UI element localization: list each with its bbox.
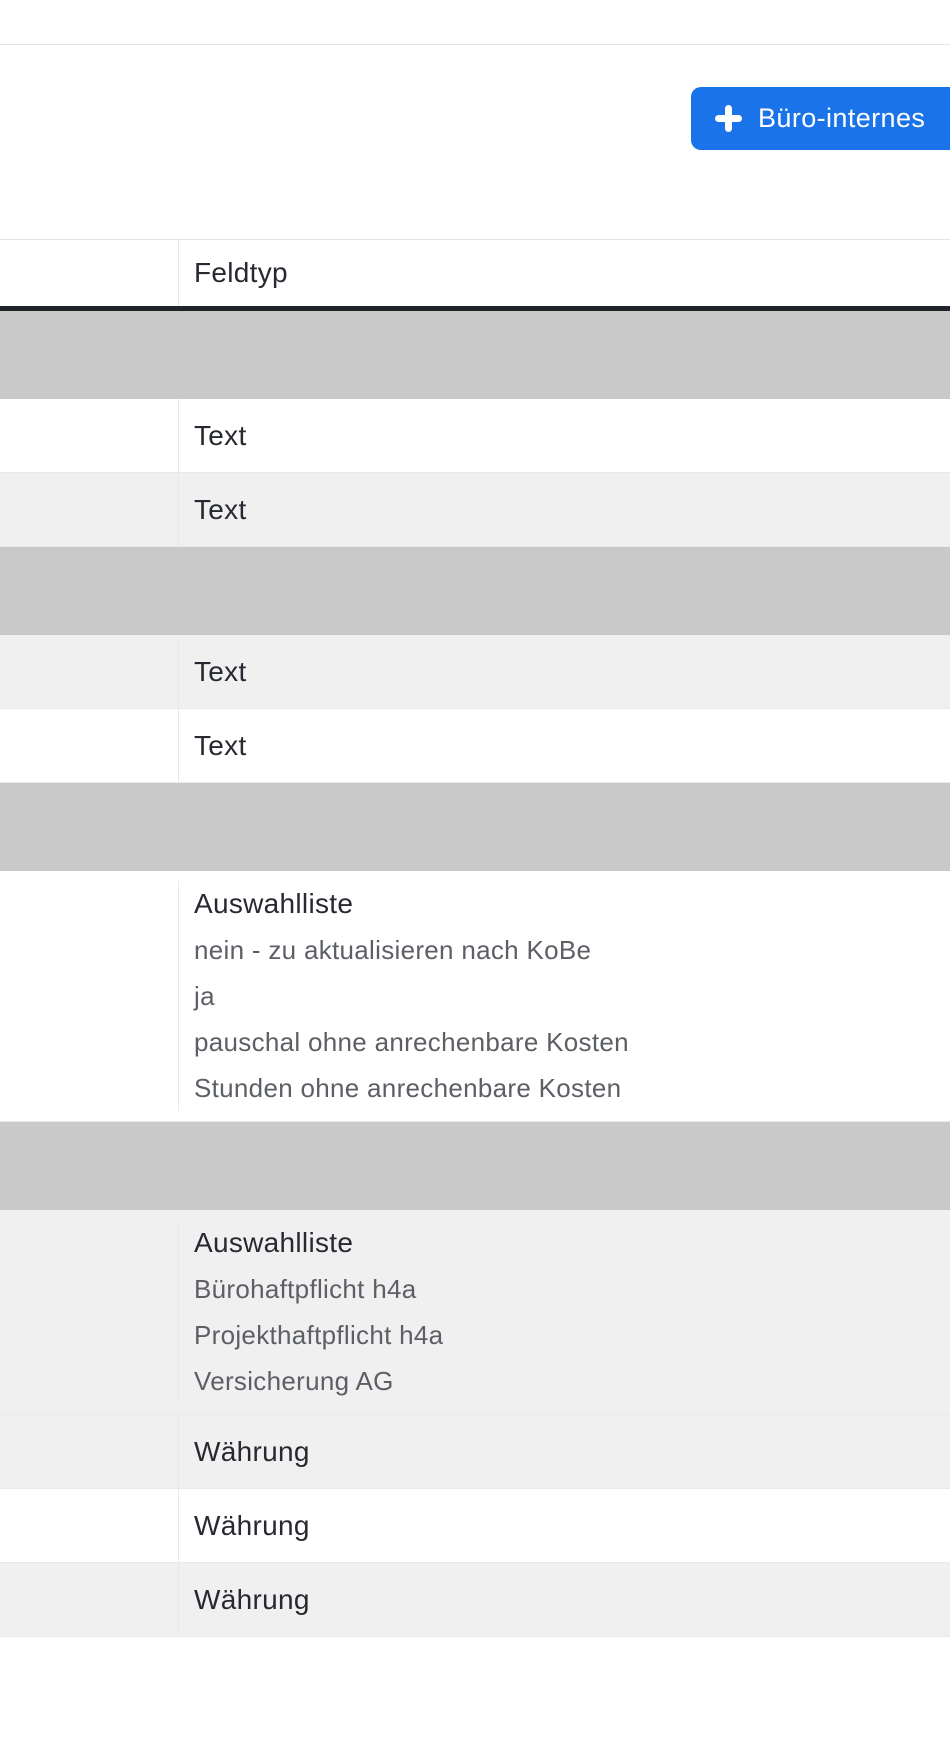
table-row[interactable] bbox=[0, 635, 950, 709]
row-cell-empty bbox=[0, 1220, 179, 1404]
table-row[interactable] bbox=[0, 709, 950, 783]
table-header-row bbox=[0, 240, 950, 311]
row-cell-empty bbox=[0, 1563, 179, 1636]
row-cell-empty bbox=[0, 1415, 179, 1488]
table-row[interactable] bbox=[0, 1415, 950, 1489]
row-cell-feldtyp bbox=[179, 1220, 950, 1404]
row-cell-feldtyp bbox=[179, 709, 950, 782]
table-row[interactable] bbox=[0, 871, 950, 1122]
row-cell-empty bbox=[0, 399, 179, 472]
feldtyp-value: Auswahlliste bbox=[194, 1227, 354, 1258]
table-row[interactable] bbox=[0, 1563, 950, 1637]
add-buero-internes-button[interactable] bbox=[691, 87, 950, 150]
table-row[interactable] bbox=[0, 399, 950, 473]
option-value: Projekthaftpflicht h4a bbox=[194, 1320, 444, 1350]
group-separator-row bbox=[0, 1122, 950, 1210]
row-cell-feldtyp bbox=[179, 473, 950, 546]
feldtyp-value: Währung bbox=[194, 1509, 310, 1541]
row-cell-empty bbox=[0, 473, 179, 546]
option-value: pauschal ohne anrechenbare Kosten bbox=[194, 1027, 629, 1057]
row-cell-feldtyp bbox=[179, 635, 950, 708]
fields-table bbox=[0, 239, 950, 1637]
table-row[interactable] bbox=[0, 1210, 950, 1415]
feldtyp-value: Text bbox=[194, 419, 247, 451]
header-cell-feldtyp: Feldtyp bbox=[194, 257, 288, 288]
feldtyp-value: Text bbox=[194, 655, 247, 687]
add-button-label: Büro-internes bbox=[758, 103, 926, 133]
option-value: Bürohaftpflicht h4a bbox=[194, 1274, 417, 1304]
feldtyp-value: Auswahlliste bbox=[194, 888, 354, 919]
row-cell-empty bbox=[0, 709, 179, 782]
row-cell-feldtyp bbox=[179, 1415, 950, 1488]
row-cell-empty bbox=[0, 1489, 179, 1562]
row-cell-empty bbox=[0, 881, 179, 1111]
option-value: ja bbox=[194, 981, 215, 1011]
table-row[interactable] bbox=[0, 1489, 950, 1563]
option-value: Versicherung AG bbox=[194, 1366, 394, 1396]
row-cell-feldtyp bbox=[179, 1563, 950, 1636]
feldtyp-value: Währung bbox=[194, 1583, 310, 1615]
top-divider-line bbox=[0, 44, 950, 45]
feldtyp-value: Text bbox=[194, 729, 247, 761]
plus-icon bbox=[715, 105, 742, 132]
group-separator-row bbox=[0, 311, 950, 399]
group-separator-row bbox=[0, 547, 950, 635]
row-cell-feldtyp bbox=[179, 399, 950, 472]
row-cell-feldtyp bbox=[179, 881, 950, 1111]
table-body bbox=[0, 311, 950, 1637]
option-value: nein - zu aktualisieren nach KoBe bbox=[194, 935, 592, 965]
table-row[interactable] bbox=[0, 473, 950, 547]
feldtyp-value: Währung bbox=[194, 1435, 310, 1467]
row-cell-feldtyp bbox=[179, 1489, 950, 1562]
row-cell-empty bbox=[0, 635, 179, 708]
group-separator-row bbox=[0, 783, 950, 871]
option-value: Stunden ohne anrechenbare Kosten bbox=[194, 1073, 622, 1103]
feldtyp-value: Text bbox=[194, 493, 247, 525]
header-cell-empty bbox=[0, 240, 179, 306]
